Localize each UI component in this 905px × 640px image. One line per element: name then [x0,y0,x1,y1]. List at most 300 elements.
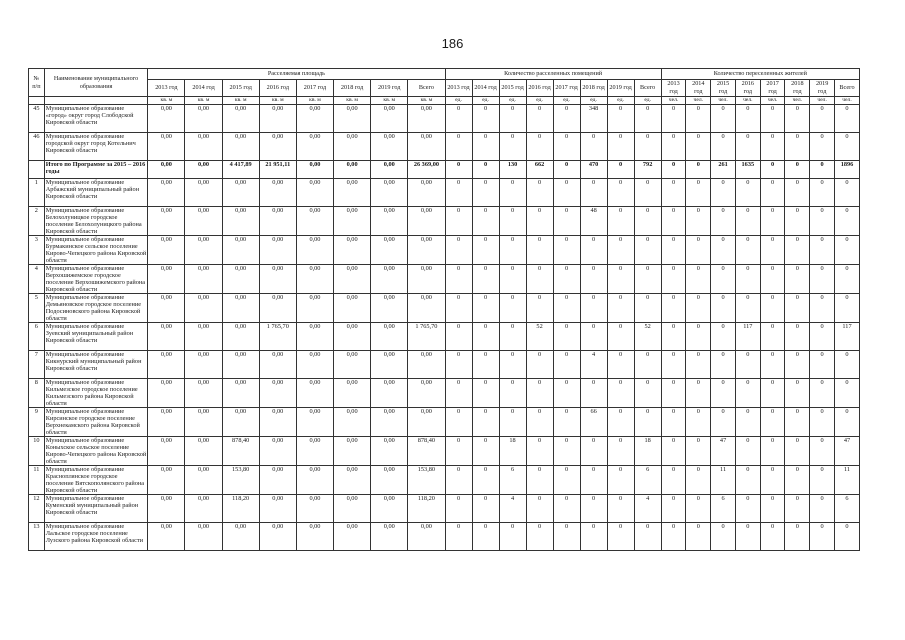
people-cell: 0 [785,408,810,437]
area-cell: 0,00 [371,379,408,408]
unit-cell: чел. [686,97,711,105]
rooms-cell: 0 [607,294,634,323]
people-cell: 0 [661,294,686,323]
area-cell: 0,00 [259,437,296,466]
rooms-cell: 0 [445,179,472,207]
rooms-cell: 0 [553,294,580,323]
people-cell: 0 [760,408,785,437]
people-cell: 0 [711,523,736,551]
area-cell: 0,00 [222,236,259,265]
unit-cell: чел. [711,97,736,105]
rooms-cell: 0 [472,495,499,523]
rooms-cell: 0 [526,236,553,265]
rooms-cell: 0 [445,466,472,495]
area-cell: 0,00 [222,523,259,551]
table-row [29,105,860,133]
table-row [29,179,860,207]
rooms-cell: 0 [553,379,580,408]
people-cell: 0 [686,379,711,408]
year-header-row [29,80,860,97]
people-cell: 0 [661,351,686,379]
row-number: 5 [29,294,45,323]
area-cell: 0,00 [334,236,371,265]
rooms-cell: 0 [634,179,661,207]
people-cell: 0 [835,523,860,551]
rooms-cell: 0 [526,351,553,379]
people-cell: 0 [810,236,835,265]
people-year-header: 2015 год [711,80,736,97]
row-number: 9 [29,408,45,437]
area-cell: 0,00 [408,236,445,265]
unit-cell: кв. м [371,97,408,105]
area-cell: 0,00 [371,133,408,161]
people-cell: 0 [785,236,810,265]
rooms-cell: 0 [580,133,607,161]
people-cell: 0 [661,105,686,133]
rooms-cell: 0 [499,236,526,265]
table-row [29,379,860,408]
people-cell: 6 [835,495,860,523]
rooms-cell: 52 [526,323,553,351]
people-cell: 0 [760,323,785,351]
people-cell: 0 [711,133,736,161]
table-row [29,466,860,495]
municipality-name: Муниципальное образование Куменский муниципальный район Кировской области [44,495,148,523]
area-cell: 118,20 [408,495,445,523]
area-cell: 0,00 [296,495,333,523]
people-year-header: Всего [835,80,860,97]
area-cell: 0,00 [296,408,333,437]
rooms-cell: 0 [634,408,661,437]
rooms-cell: 0 [472,408,499,437]
area-cell: 0,00 [371,351,408,379]
people-cell: 0 [735,408,760,437]
rooms-cell: 0 [580,466,607,495]
rooms-cell: 0 [553,408,580,437]
table-row [29,495,860,523]
rooms-cell: 0 [472,207,499,236]
people-cell: 0 [686,408,711,437]
people-cell: 0 [686,207,711,236]
rooms-cell: 0 [553,323,580,351]
unit-cell: ед. [553,97,580,105]
people-cell: 0 [785,265,810,294]
people-cell: 0 [661,379,686,408]
municipality-name: Муниципальное образование Бурмакинское сельское поселение Кирово-Чепецкого района Кировской области [45,236,147,264]
rooms-cell: 0 [526,179,553,207]
rooms-cell: 0 [553,133,580,161]
people-cell: 0 [686,437,711,466]
unit-cell: чел. [835,97,860,105]
unit-cell: ед. [580,97,607,105]
area-cell: 26 369,00 [408,161,445,179]
people-cell: 0 [735,437,760,466]
rooms-cell: 0 [499,179,526,207]
people-cell: 0 [735,351,760,379]
people-cell: 0 [785,379,810,408]
area-cell: 0,00 [296,265,333,294]
row-number: 2 [29,207,45,236]
rooms-cell: 0 [607,437,634,466]
rooms-cell: 0 [607,523,634,551]
people-cell: 0 [835,179,860,207]
people-cell: 0 [810,351,835,379]
area-cell: 0,00 [148,466,185,495]
area-cell: 0,00 [296,437,333,466]
rooms-cell: 0 [553,207,580,236]
people-cell: 0 [785,323,810,351]
people-cell: 0 [810,105,835,133]
rooms-cell: 6 [634,466,661,495]
area-cell: 0,00 [222,351,259,379]
area-cell: 0,00 [408,379,445,408]
people-cell: 11 [835,466,860,495]
area-cell: 0,00 [148,179,185,207]
people-cell: 0 [661,265,686,294]
people-cell: 0 [810,207,835,236]
area-cell: 0,00 [296,133,333,161]
rooms-cell: 0 [526,523,553,551]
unit-cell: ед. [634,97,661,105]
area-cell: 0,00 [148,133,185,161]
area-cell: 0,00 [408,265,445,294]
area-cell: 0,00 [334,294,371,323]
row-number: 1 [29,179,45,207]
people-cell: 0 [661,236,686,265]
people-cell: 0 [810,379,835,408]
area-cell: 0,00 [185,133,222,161]
people-cell: 0 [810,523,835,551]
people-year-header: 2014 год [686,80,711,97]
rooms-cell: 0 [499,294,526,323]
rooms-cell: 4 [499,495,526,523]
rooms-year-header: 2018 год [580,80,607,97]
people-cell: 0 [810,179,835,207]
rooms-cell: 0 [445,351,472,379]
area-cell: 0,00 [371,265,408,294]
rooms-cell: 0 [445,161,472,179]
rooms-year-header: 2014 год [472,80,499,97]
area-cell: 0,00 [148,379,185,408]
people-cell: 0 [735,466,760,495]
rooms-cell: 0 [499,265,526,294]
people-cell: 0 [661,207,686,236]
area-cell: 0,00 [334,265,371,294]
area-cell: 0,00 [408,408,445,437]
rooms-cell: 0 [580,379,607,408]
rooms-cell: 0 [526,207,553,236]
rooms-cell: 0 [499,351,526,379]
area-cell: 153,80 [222,466,259,495]
people-cell: 0 [835,236,860,265]
rooms-year-header: 2019 год [607,80,634,97]
table-row [29,265,860,294]
area-cell: 0,00 [148,323,185,351]
people-cell: 0 [835,294,860,323]
area-cell: 0,00 [408,207,445,236]
rooms-cell: 0 [607,323,634,351]
table-row [29,408,860,437]
people-cell: 0 [735,179,760,207]
area-cell: 0,00 [185,323,222,351]
rooms-cell: 662 [526,161,553,179]
area-cell: 0,00 [185,495,222,523]
people-cell: 261 [711,161,736,179]
area-cell: 0,00 [296,351,333,379]
units-row [29,97,860,105]
area-cell: 0,00 [334,323,371,351]
rooms-cell: 0 [445,236,472,265]
area-cell: 878,40 [222,437,259,466]
people-cell: 0 [735,133,760,161]
row-number: 3 [29,236,45,265]
rooms-cell: 0 [634,207,661,236]
area-cell: 0,00 [185,294,222,323]
rooms-cell: 0 [607,351,634,379]
rooms-cell: 0 [634,105,661,133]
municipality-name: Муниципальное образование «город» округ город Слободской Кировской области [44,105,148,133]
area-cell: 0,00 [408,523,445,551]
area-cell: 0,00 [148,105,185,133]
row-number: 11 [29,466,45,495]
people-cell: 117 [835,323,860,351]
row-number: 4 [29,265,45,294]
table-row [29,133,860,161]
unit-cell: ед. [526,97,553,105]
area-cell: 0,00 [185,179,222,207]
row-number: 45 [29,105,45,133]
municipality-name: Муниципальное образование Лальское городское поселение Лузского района Кировской области [44,523,148,551]
people-cell: 0 [735,379,760,408]
table-body [29,97,860,551]
people-cell: 0 [760,265,785,294]
people-cell: 0 [835,207,860,236]
unit-cell: чел. [735,97,760,105]
area-cell: 0,00 [148,265,185,294]
people-cell: 0 [661,323,686,351]
people-cell: 0 [711,236,736,265]
area-year-header: 2019 год [371,80,408,97]
area-cell: 0,00 [148,408,185,437]
people-cell: 47 [835,437,860,466]
people-cell: 0 [735,294,760,323]
rooms-cell: 0 [607,133,634,161]
row-number: 10 [29,437,45,466]
rooms-cell: 0 [607,105,634,133]
area-cell: 0,00 [334,408,371,437]
rooms-cell: 0 [580,265,607,294]
area-cell: 0,00 [259,133,296,161]
area-cell: 0,00 [259,466,296,495]
people-cell: 0 [760,161,785,179]
rooms-cell: 48 [580,207,607,236]
area-cell: 0,00 [371,408,408,437]
area-cell: 0,00 [296,236,333,265]
rooms-cell: 4 [634,495,661,523]
area-cell: 0,00 [185,105,222,133]
people-cell: 47 [711,437,736,466]
municipality-name: Муниципальное образование Белохолуницкое городское поселение Белохолуницкого района Кировской области [44,207,148,236]
rooms-year-header: 2017 год [553,80,580,97]
unit-cell: ед. [445,97,472,105]
rooms-year-header: 2013 год [445,80,472,97]
rooms-cell: 0 [472,179,499,207]
rooms-cell: 0 [634,379,661,408]
people-cell: 117 [735,323,760,351]
rooms-cell: 0 [580,437,607,466]
area-cell: 0,00 [408,294,445,323]
area-cell: 0,00 [185,379,222,408]
area-cell: 0,00 [185,265,222,294]
area-cell: 0,00 [148,294,185,323]
area-cell: 0,00 [296,323,333,351]
unit-cell: кв. м [296,97,333,105]
people-year-header: 2017 год [760,80,785,97]
area-cell: 0,00 [334,379,371,408]
people-cell: 0 [711,379,736,408]
rooms-cell: 0 [526,495,553,523]
area-group-header: Расселяемая площадь [148,69,445,80]
rooms-cell: 0 [445,379,472,408]
area-cell: 0,00 [408,351,445,379]
area-cell: 0,00 [185,236,222,265]
area-cell: 0,00 [259,207,296,236]
rooms-cell: 0 [526,437,553,466]
rooms-cell: 0 [553,466,580,495]
table-row [29,437,860,466]
area-year-header: 2016 год [259,80,296,97]
table-header [29,69,860,97]
area-cell: 0,00 [222,105,259,133]
area-cell: 0,00 [148,351,185,379]
people-cell: 0 [686,523,711,551]
area-cell: 0,00 [148,523,185,551]
people-cell: 0 [760,179,785,207]
unit-cell: ед. [472,97,499,105]
area-cell: 0,00 [371,495,408,523]
area-cell: 0,00 [296,379,333,408]
area-cell: 0,00 [222,265,259,294]
people-cell: 0 [760,466,785,495]
table-row [29,294,860,323]
rooms-cell: 0 [445,323,472,351]
rooms-cell: 0 [526,408,553,437]
table-row [29,323,860,351]
area-cell: 0,00 [148,236,185,265]
area-cell: 0,00 [259,523,296,551]
people-cell: 0 [711,207,736,236]
people-cell: 0 [835,105,860,133]
rooms-cell: 0 [472,351,499,379]
area-cell: 0,00 [259,179,296,207]
rooms-cell: 6 [499,466,526,495]
people-cell: 0 [835,408,860,437]
area-cell: 0,00 [334,133,371,161]
people-cell: 0 [835,265,860,294]
area-cell: 0,00 [185,351,222,379]
area-cell: 0,00 [371,466,408,495]
area-cell: 1 765,70 [408,323,445,351]
rooms-cell: 0 [553,179,580,207]
area-cell: 0,00 [222,294,259,323]
people-cell: 0 [785,523,810,551]
rooms-cell: 0 [634,351,661,379]
people-cell: 0 [785,179,810,207]
rooms-cell: 0 [472,105,499,133]
rooms-cell: 0 [634,523,661,551]
rooms-cell: 52 [634,323,661,351]
rooms-cell: 0 [634,133,661,161]
people-cell: 1635 [735,161,760,179]
rooms-year-header: 2016 год [526,80,553,97]
rooms-cell: 0 [526,379,553,408]
rooms-cell: 0 [445,495,472,523]
table-row [29,351,860,379]
rooms-cell: 0 [472,236,499,265]
area-cell: 0,00 [408,133,445,161]
area-cell: 0,00 [148,495,185,523]
municipality-name: Муниципальное образование Коныхское сельское поселение Кирово-Чепецкого района Кировской области [45,437,147,465]
rooms-cell: 0 [472,161,499,179]
rooms-cell: 0 [445,265,472,294]
people-cell: 0 [661,161,686,179]
area-cell: 0,00 [148,161,185,179]
people-year-header: 2013 год [661,80,686,97]
people-cell: 0 [785,133,810,161]
municipality-name: Муниципальное образование Демьяновское городское поселение Подосиновского района Кировской области [44,294,148,323]
rooms-cell: 0 [472,294,499,323]
rooms-cell: 0 [526,466,553,495]
people-cell: 0 [760,495,785,523]
rooms-cell: 470 [580,161,607,179]
rooms-cell: 0 [526,294,553,323]
people-cell: 0 [686,466,711,495]
rooms-cell: 0 [553,437,580,466]
area-cell: 0,00 [259,105,296,133]
rooms-cell: 0 [607,408,634,437]
rooms-year-header: Всего [634,80,661,97]
unit-cell: кв. м [259,97,296,105]
rooms-cell: 0 [445,105,472,133]
area-cell: 0,00 [371,523,408,551]
rooms-cell: 0 [580,495,607,523]
people-cell: 0 [661,437,686,466]
area-cell: 0,00 [259,236,296,265]
num-header: № п/п [29,69,45,97]
rooms-cell: 0 [499,523,526,551]
people-cell: 0 [785,161,810,179]
people-cell: 0 [735,495,760,523]
people-cell: 0 [661,408,686,437]
area-cell: 0,00 [259,294,296,323]
rooms-cell: 0 [580,294,607,323]
people-cell: 0 [785,437,810,466]
area-year-header: 2017 год [296,80,333,97]
people-cell: 0 [810,161,835,179]
area-cell: 878,40 [408,437,445,466]
people-cell: 0 [735,265,760,294]
municipality-name: Муниципальное образование Красноплянское городское поселение Вятскополянского района Кировской области [44,466,148,495]
rooms-cell: 792 [634,161,661,179]
people-cell: 0 [785,466,810,495]
area-cell: 0,00 [185,523,222,551]
area-cell: 0,00 [222,133,259,161]
area-cell: 0,00 [371,105,408,133]
people-cell: 0 [810,265,835,294]
people-cell: 0 [661,495,686,523]
page-number: 186 [441,36,464,51]
area-cell: 0,00 [334,351,371,379]
